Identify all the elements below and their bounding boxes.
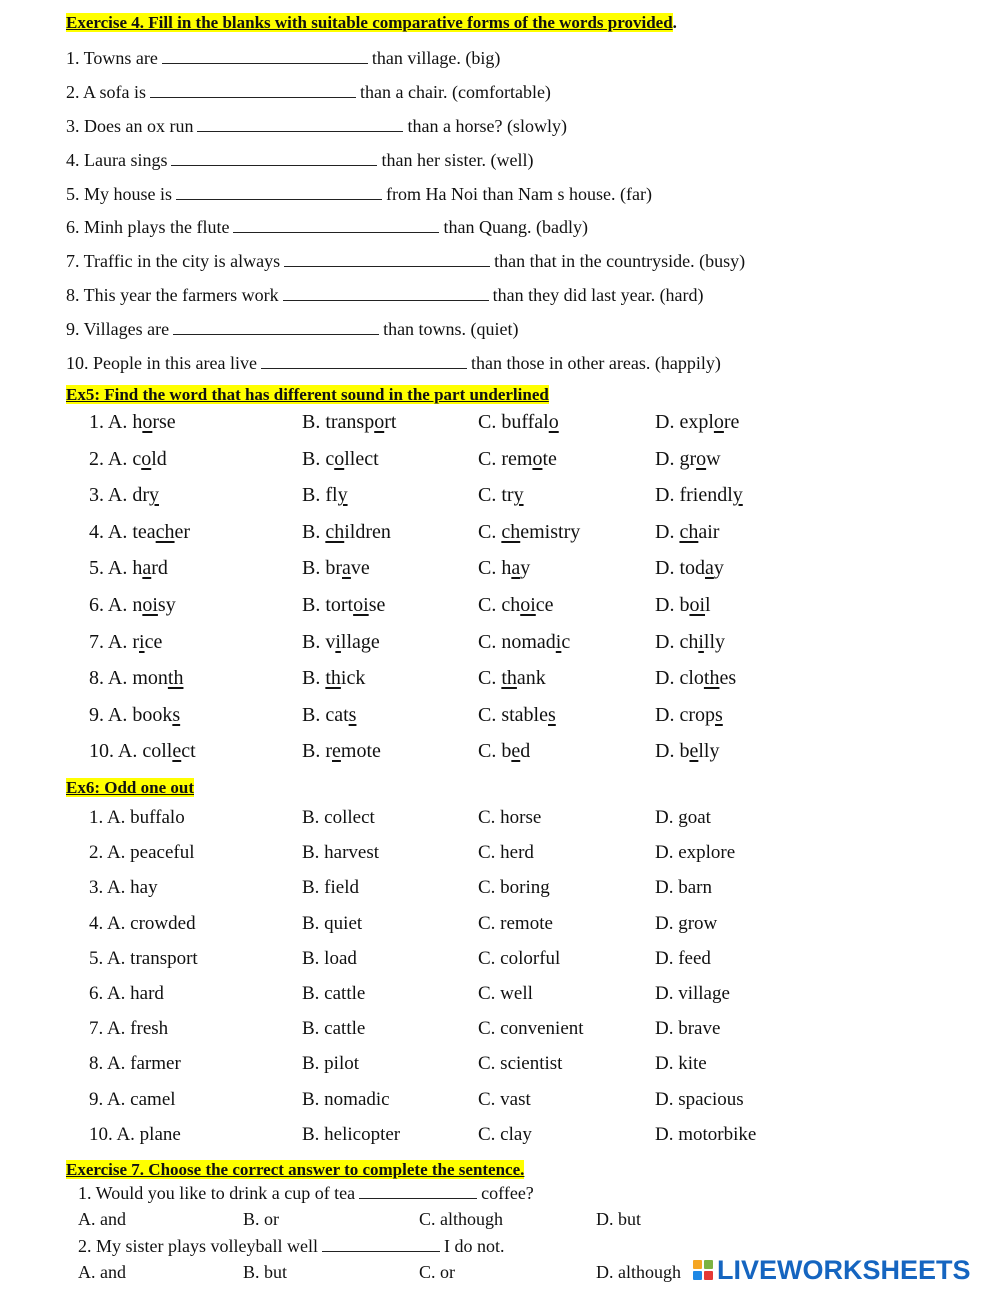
exercise-4-item (66, 352, 721, 374)
question-1-blank[interactable] (359, 1184, 477, 1199)
option-d[interactable]: D. kite (655, 1053, 707, 1075)
exercise-5-heading-row (66, 385, 549, 405)
option-b[interactable]: B. nomadic (302, 1088, 390, 1110)
logo-block (704, 1260, 713, 1269)
option-d[interactable]: D. village (655, 983, 730, 1004)
option-b[interactable] (302, 447, 379, 471)
answer-blank[interactable] (150, 83, 356, 98)
liveworksheets-logo (693, 1253, 971, 1287)
answer-blank[interactable] (233, 218, 439, 233)
item-tail: from Ha Noi than Nam s house. (far) (386, 184, 652, 204)
option-c[interactable]: C. horse (478, 807, 542, 828)
option-b[interactable] (302, 666, 365, 690)
exercise-6-heading: Ex6: Odd one out (66, 778, 194, 797)
option-c[interactable] (478, 410, 559, 434)
option-a[interactable] (89, 739, 196, 763)
word-part: rd (151, 557, 168, 580)
question-1-option-a[interactable]: A. and (78, 1209, 126, 1229)
underlined-part: y (513, 484, 524, 507)
underlined-part: oi (520, 594, 536, 616)
underlined-part: s (172, 703, 181, 726)
option-a[interactable] (89, 556, 168, 580)
option-c[interactable] (478, 630, 570, 654)
item-tail: than that in the countryside. (busy) (494, 251, 746, 271)
word-part: D. crop (655, 703, 715, 726)
exercise-4-item (66, 81, 551, 103)
word-part: d (520, 740, 531, 763)
word-part: C. buffal (478, 411, 549, 433)
option-a[interactable]: 5. A. transport (89, 947, 198, 969)
question-2-tail: I do not. (443, 1236, 505, 1256)
item-text: 4. Laura sings (66, 150, 168, 170)
question-2-text: 2. My sister plays volleyball well (78, 1236, 318, 1256)
option-a[interactable]: 6. A. hard (89, 983, 164, 1004)
word-part: C. ch (478, 594, 521, 616)
answer-blank[interactable] (162, 49, 368, 64)
item-text: 9. Villages are (66, 319, 170, 339)
option-d[interactable] (655, 703, 723, 727)
option-d[interactable] (655, 447, 721, 471)
exercise-6-heading-row (66, 778, 194, 798)
question-1-tail: coffee? (481, 1183, 534, 1203)
word-part: y (520, 557, 531, 580)
item-text: 5. My house is (66, 184, 173, 204)
option-c[interactable]: C. herd (478, 842, 534, 864)
word-part: ld (151, 447, 167, 470)
underlined-part: y (149, 484, 159, 507)
underlined-part: o (142, 411, 153, 433)
word-part: D. tod (655, 557, 705, 580)
word-part: D. gr (655, 447, 697, 470)
word-part: C. (478, 520, 502, 543)
option-c[interactable]: C. remote (478, 912, 553, 934)
underlined-part: a (705, 557, 714, 580)
option-a[interactable] (89, 483, 159, 507)
option-d[interactable]: D. spacious (655, 1088, 744, 1110)
item-text: 2. A sofa is (66, 82, 147, 102)
word-part: 7. A. r (89, 630, 139, 653)
word-part: C. nomad (478, 630, 556, 653)
word-part: er (174, 520, 191, 543)
underlined-part: a (142, 557, 152, 580)
underlined-part: th (167, 667, 184, 690)
word-part: ildren (344, 520, 391, 543)
option-c[interactable]: C. scientist (478, 1053, 563, 1075)
answer-blank[interactable] (197, 117, 403, 132)
option-d[interactable]: D. barn (655, 877, 712, 899)
underlined-part: o (374, 411, 385, 433)
underlined-part: o (334, 447, 345, 470)
item-tail: than her sister. (well) (381, 150, 534, 170)
word-part: D. b (655, 594, 690, 616)
option-b[interactable]: B. helicopter (302, 1123, 401, 1145)
option-d[interactable]: D. motorbike (655, 1123, 757, 1145)
word-part: 2. A. c (89, 447, 142, 470)
underlined-part: s (348, 703, 357, 726)
word-part: es (719, 667, 737, 690)
word-part: B. br (302, 557, 342, 580)
item-text: 10. People in this area live (66, 353, 257, 373)
option-a[interactable] (89, 447, 167, 471)
option-b[interactable] (302, 703, 356, 727)
question-1-text: 1. Would you like to drink a cup of tea (78, 1183, 356, 1203)
option-a[interactable] (89, 593, 176, 617)
underlined-part: y (732, 484, 743, 507)
word-part: B. transp (302, 411, 375, 433)
word-part: emistry (520, 520, 581, 543)
underlined-part: a (342, 557, 351, 580)
word-part: D. friendl (655, 484, 733, 507)
word-part: rse (152, 411, 176, 433)
word-part: lly (703, 630, 726, 653)
logo-block (693, 1271, 702, 1280)
word-part: l (705, 594, 711, 616)
option-a[interactable] (89, 410, 176, 434)
item-text: 6. Minh plays the flute (66, 217, 230, 237)
option-a[interactable]: 10. A. plane (89, 1123, 181, 1145)
option-b[interactable] (302, 739, 381, 763)
word-part: D. b (655, 740, 690, 763)
word-part: C. h (478, 557, 512, 580)
question-2-option-b[interactable]: B. but (243, 1262, 288, 1282)
option-d[interactable]: D. goat (655, 807, 711, 828)
exercise-4-item (66, 318, 519, 340)
word-part: ank (516, 667, 546, 690)
exercise-7-question-1 (78, 1182, 534, 1204)
word-part: te (542, 447, 557, 470)
word-part: 9. A. book (89, 703, 173, 726)
underlined-part: ch (325, 520, 345, 543)
underlined-part: i (139, 630, 145, 653)
exercise-4-item (66, 183, 652, 205)
underlined-part: oi (142, 594, 158, 616)
word-part: 5. A. h (89, 557, 143, 580)
option-b[interactable] (302, 520, 391, 544)
option-b[interactable]: B. pilot (302, 1053, 360, 1075)
word-part: B. (302, 667, 326, 690)
word-part: 4. A. tea (89, 520, 156, 543)
underlined-part: e (511, 740, 521, 763)
word-part: ce (144, 630, 163, 653)
exercise-7-question-2 (78, 1235, 504, 1257)
option-c[interactable]: C. convenient (478, 1018, 584, 1040)
option-d[interactable] (655, 556, 724, 580)
exercise-4-item (66, 284, 704, 306)
underlined-part: e (172, 740, 182, 763)
question-1-option-b[interactable]: B. or (243, 1209, 279, 1229)
item-text: 7. Traffic in the city is always (66, 251, 281, 271)
option-b[interactable]: B. collect (302, 807, 375, 828)
underlined-part: th (501, 667, 517, 690)
option-c[interactable] (478, 520, 580, 544)
exercise-4-item (66, 47, 500, 69)
option-d[interactable]: D. explore (655, 842, 736, 864)
word-part: B. cat (302, 703, 349, 726)
underlined-part: i (698, 630, 704, 653)
underlined-part: s (548, 703, 556, 726)
underlined-part: o (532, 447, 543, 470)
item-tail: than those in other areas. (happily) (470, 353, 721, 373)
item-tail: than they did last year. (hard) (492, 285, 704, 305)
answer-blank[interactable] (261, 354, 467, 369)
word-part: C. b (478, 740, 512, 763)
underlined-part: th (325, 667, 341, 690)
exercise-7-heading: Exercise 7. Choose the correct answer to complete the sentence. (66, 1160, 525, 1179)
underlined-part: ch (155, 520, 175, 543)
option-a[interactable]: 7. A. fresh (89, 1018, 169, 1040)
item-text: 3. Does an ox run (66, 116, 194, 136)
exercise-4-item (66, 149, 533, 171)
option-b[interactable]: B. harvest (302, 842, 380, 864)
underlined-part: o (141, 447, 152, 470)
word-part: 10. A. coll (89, 740, 173, 763)
item-tail: than Quang. (badly) (443, 217, 588, 237)
option-b[interactable] (302, 410, 396, 434)
word-part: 3. A. dr (89, 484, 149, 507)
option-c[interactable]: C. colorful (478, 947, 561, 969)
option-c[interactable]: C. boring (478, 877, 550, 899)
option-a[interactable] (89, 630, 162, 654)
option-a[interactable]: 4. A. crowded (89, 912, 196, 934)
option-b[interactable]: B. cattle (302, 1018, 366, 1040)
option-c[interactable]: C. vast (478, 1088, 531, 1110)
option-d[interactable] (655, 593, 711, 617)
option-d[interactable] (655, 739, 719, 763)
option-c[interactable] (478, 739, 530, 763)
option-a[interactable]: 3. A. hay (89, 877, 158, 899)
word-part: 8. A. mon (89, 667, 168, 690)
word-part: C. stable (478, 703, 548, 726)
item-tail: than a horse? (slowly) (407, 116, 567, 136)
word-part: w (706, 447, 721, 470)
underlined-part: o (696, 447, 707, 470)
word-part: se (368, 594, 386, 616)
logo-block (693, 1260, 702, 1269)
word-part: C. (478, 667, 502, 690)
word-part: rt (384, 411, 397, 433)
option-c[interactable]: C. well (478, 983, 533, 1004)
answer-blank[interactable] (284, 252, 490, 267)
underlined-part: s (714, 703, 723, 726)
exercise-4-item (66, 216, 588, 238)
underlined-part: o (713, 411, 724, 433)
option-b[interactable] (302, 630, 380, 654)
exercise-4-item (66, 250, 745, 272)
exercise-5-heading: Ex5: Find the word that has different sound in the part underlined (66, 385, 549, 404)
word-part: llage (340, 630, 380, 653)
option-d[interactable] (655, 630, 725, 654)
underlined-part: i (555, 630, 562, 653)
word-part: ve (350, 557, 370, 580)
underlined-part: a (511, 557, 521, 580)
option-a[interactable] (89, 520, 190, 544)
answer-blank[interactable] (171, 151, 377, 166)
option-c[interactable]: C. clay (478, 1123, 532, 1145)
underlined-part: ch (501, 520, 521, 543)
word-part: D. (655, 520, 680, 543)
item-text: 1. Towns are (66, 48, 158, 68)
underlined-part: y (337, 484, 348, 507)
question-2-blank[interactable] (322, 1237, 440, 1252)
word-part: ce (535, 594, 554, 616)
option-b[interactable]: B. load (302, 947, 357, 969)
option-a[interactable]: 1. A. buffalo (89, 807, 185, 828)
word-part: air (698, 520, 720, 543)
word-part: re (723, 411, 740, 433)
word-part: B. c (302, 447, 335, 470)
option-c[interactable] (478, 556, 530, 580)
word-part: mote (340, 740, 381, 763)
option-c[interactable] (478, 666, 546, 690)
word-part: lly (698, 740, 720, 763)
underlined-part: th (703, 667, 720, 690)
option-a[interactable]: 9. A. camel (89, 1088, 176, 1110)
logo-blocks-icon (693, 1260, 713, 1280)
exercise-4-heading-row (66, 13, 677, 33)
word-part: B. fl (302, 484, 338, 507)
exercise-4-item (66, 115, 567, 137)
answer-blank[interactable] (173, 320, 379, 335)
word-part: B. tort (302, 594, 354, 616)
question-2-option-a[interactable]: A. and (78, 1262, 126, 1282)
word-part: llect (344, 447, 379, 470)
option-c[interactable] (478, 703, 556, 727)
underlined-part: e (689, 740, 699, 763)
question-2-option-c[interactable]: C. or (419, 1262, 455, 1282)
option-b[interactable] (302, 556, 370, 580)
word-part: C. tr (478, 484, 514, 507)
word-part: y (713, 557, 724, 580)
item-tail: than a chair. (comfortable) (360, 82, 551, 102)
option-c[interactable] (478, 483, 524, 507)
word-part: ick (340, 667, 366, 690)
option-b[interactable]: B. cattle (302, 983, 366, 1004)
question-2-option-d[interactable]: D. although (596, 1262, 681, 1282)
word-part: c (561, 630, 571, 653)
word-part: D. clo (655, 667, 704, 690)
word-part: 6. A. n (89, 594, 143, 616)
logo-text: LIVEWORKSHEETS (717, 1254, 971, 1285)
option-d[interactable] (655, 666, 736, 690)
option-b[interactable] (302, 483, 348, 507)
option-d[interactable] (655, 520, 719, 544)
option-d[interactable] (655, 483, 743, 507)
word-part: 1. A. h (89, 411, 143, 433)
option-b[interactable]: B. field (302, 877, 359, 899)
item-tail: than towns. (quiet) (383, 319, 519, 339)
item-text: 8. This year the farmers work (66, 285, 279, 305)
exercise-4-heading-period: . (672, 13, 677, 32)
underlined-part: i (335, 630, 341, 653)
item-tail: than village. (big) (371, 48, 501, 68)
option-a[interactable] (89, 703, 180, 727)
question-1-option-d[interactable]: D. but (596, 1209, 641, 1229)
word-part: B. (302, 520, 326, 543)
option-d[interactable]: D. brave (655, 1018, 721, 1040)
answer-blank[interactable] (283, 286, 489, 301)
logo-block (704, 1271, 713, 1280)
option-d[interactable] (655, 410, 739, 434)
exercise-7-heading-row (66, 1160, 524, 1180)
word-part: D. expl (655, 411, 714, 433)
underlined-part: ch (679, 520, 699, 543)
option-a[interactable]: 2. A. peaceful (89, 842, 195, 864)
word-part: C. rem (478, 447, 533, 470)
word-part: B. v (302, 630, 336, 653)
option-d[interactable]: D. feed (655, 947, 711, 969)
option-c[interactable] (478, 593, 554, 617)
underlined-part: e (332, 740, 341, 763)
option-a[interactable]: 8. A. farmer (89, 1053, 181, 1075)
word-part: sy (157, 594, 176, 616)
exercise-4-heading: Exercise 4. Fill in the blanks with suitable comparative forms of the words provided (66, 13, 673, 32)
option-a[interactable] (89, 666, 183, 690)
word-part: B. r (302, 740, 332, 763)
answer-blank[interactable] (176, 185, 382, 200)
underlined-part: o (548, 411, 559, 433)
word-part: ct (181, 740, 196, 763)
option-c[interactable] (478, 447, 557, 471)
option-d[interactable]: D. grow (655, 912, 718, 934)
underlined-part: oi (689, 594, 706, 616)
option-b[interactable]: B. quiet (302, 912, 363, 934)
question-1-option-c[interactable]: C. although (419, 1209, 503, 1229)
word-part: D. ch (655, 630, 699, 653)
underlined-part: oi (353, 594, 369, 616)
option-b[interactable] (302, 593, 385, 617)
